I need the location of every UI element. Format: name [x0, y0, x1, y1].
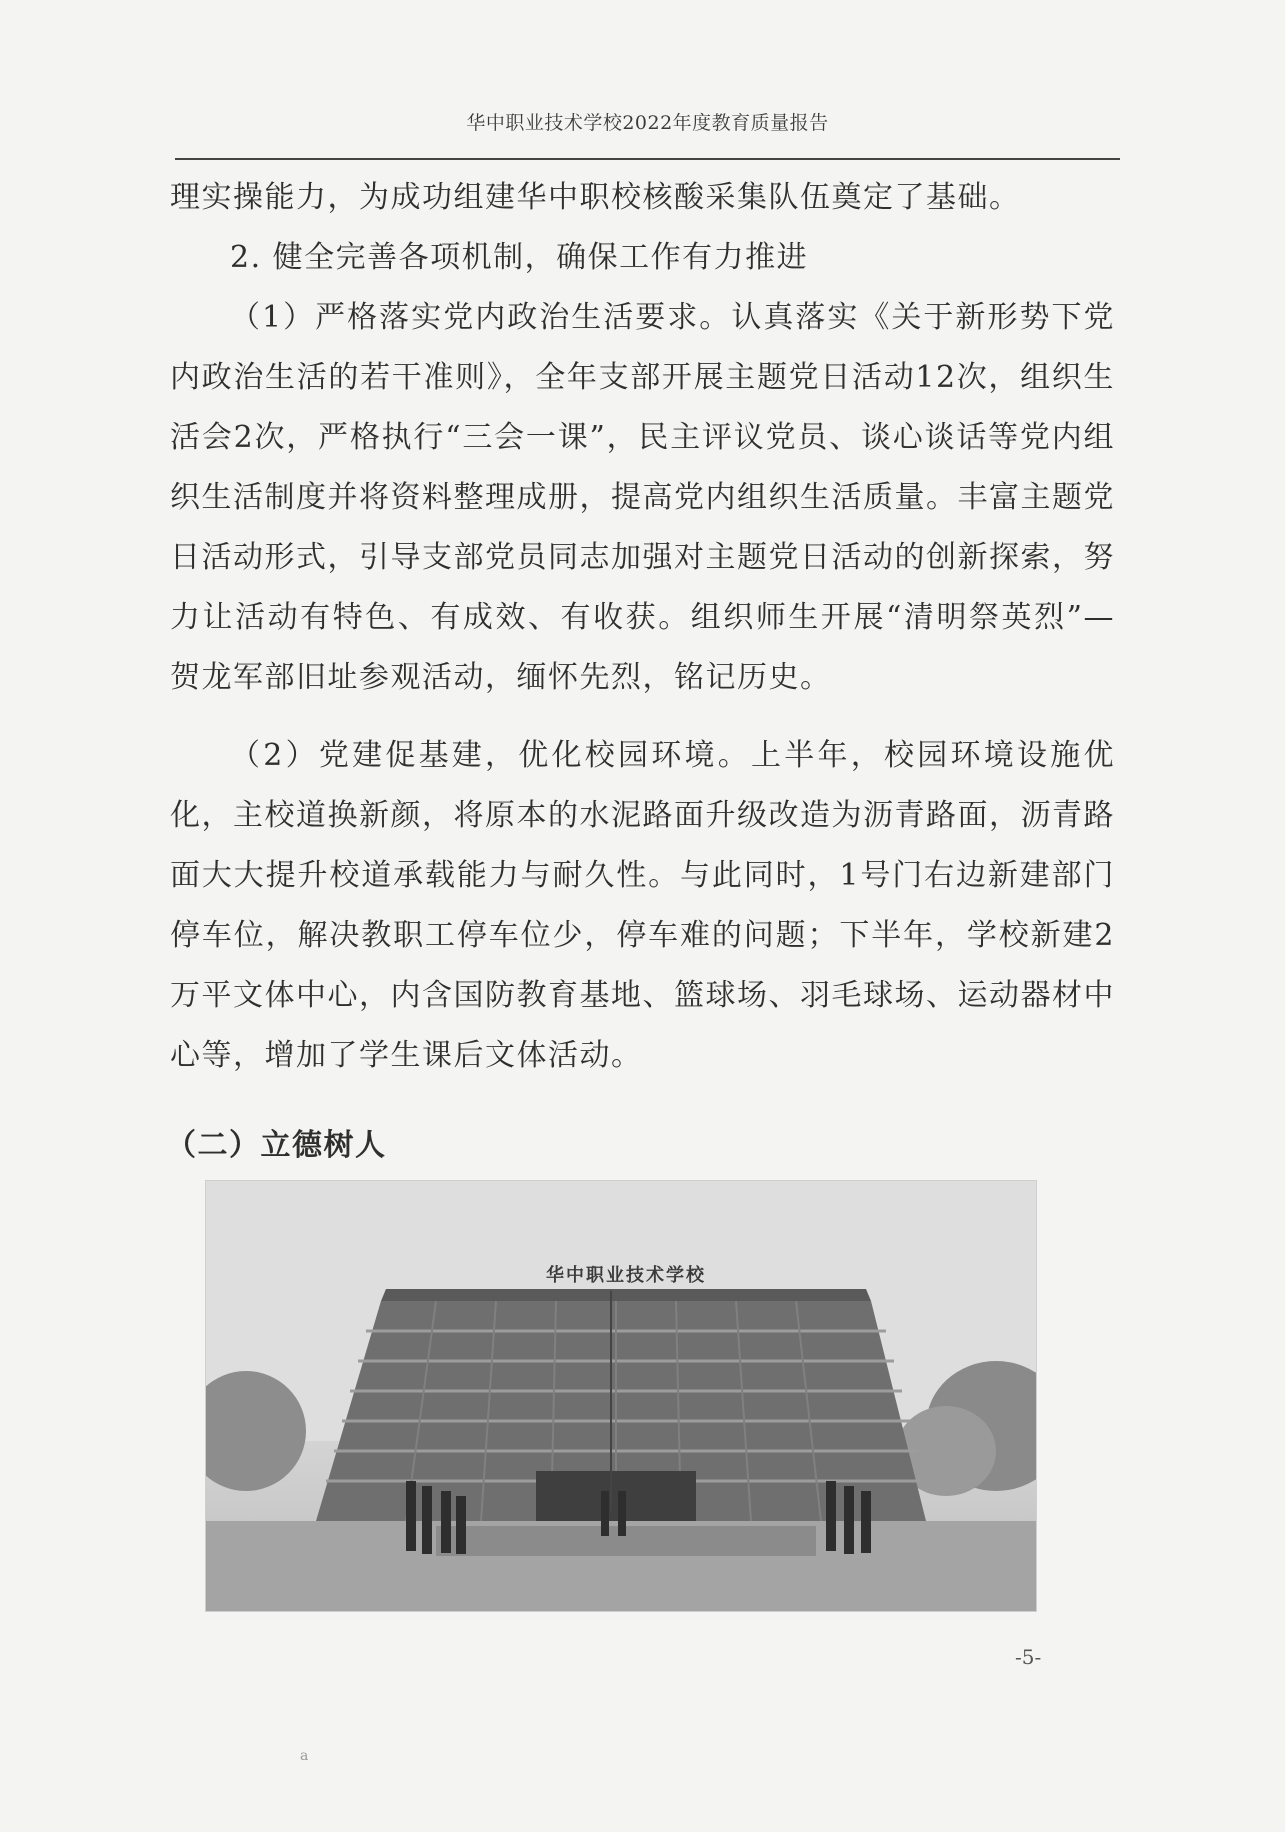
paragraph-campus-construction: （2）党建促基建，优化校园环境。上半年，校园环境设施优化，主校道换新颜，将原本的水泥路面升级改造为沥青路面，沥青路面大大提升校道承载能力与耐久性。与此同时，1号门右边新建部门停车位，解决教职工停车位少，停车难的问题；下半年，学校新建2万平文体中心，内含国防教育基地、篮球场、羽毛球场、运动器材中心等，增加了学生课后文体活动。 — [170, 738, 1115, 1073]
page-header: 华中职业技术学校2022年度教育质量报告 — [466, 112, 829, 134]
section-title: （二）立德树人 — [166, 1128, 387, 1163]
paragraph-continuation: 理实操能力，为成功组建华中职校核酸采集队伍奠定了基础。 — [170, 180, 1021, 215]
header-divider — [175, 158, 1120, 160]
building-sign-text: 华中职业技术学校 — [546, 1265, 706, 1286]
subheading-mechanisms: 2. 健全完善各项机制，确保工作有力推进 — [230, 240, 809, 275]
building-illustration — [206, 1181, 1036, 1611]
page-number: -5- — [1015, 1645, 1042, 1669]
body-text — [170, 168, 1115, 1086]
paragraph-spacer — [170, 708, 1115, 726]
scan-mark: a — [300, 1748, 309, 1764]
school-building-photo — [205, 1180, 1037, 1612]
paragraph-party-life: （1）严格落实党内政治生活要求。认真落实《关于新形势下党内政治生活的若干准则》，全年支部开展主题党日活动12次，组织生活会2次，严格执行“三会一课”，民主评议党员、谈心谈话等党内组织生活制度并将资料整理成册，提高党内组织生活质量。丰富主题党日活动形式，引导支部党员同志加强对主题党日活动的创新探索，努力让活动有特色、有成效、有收获。组织师生开展“清明祭英烈”—贺龙军部旧址参观活动，缅怀先烈，铭记历史。 — [170, 300, 1115, 695]
